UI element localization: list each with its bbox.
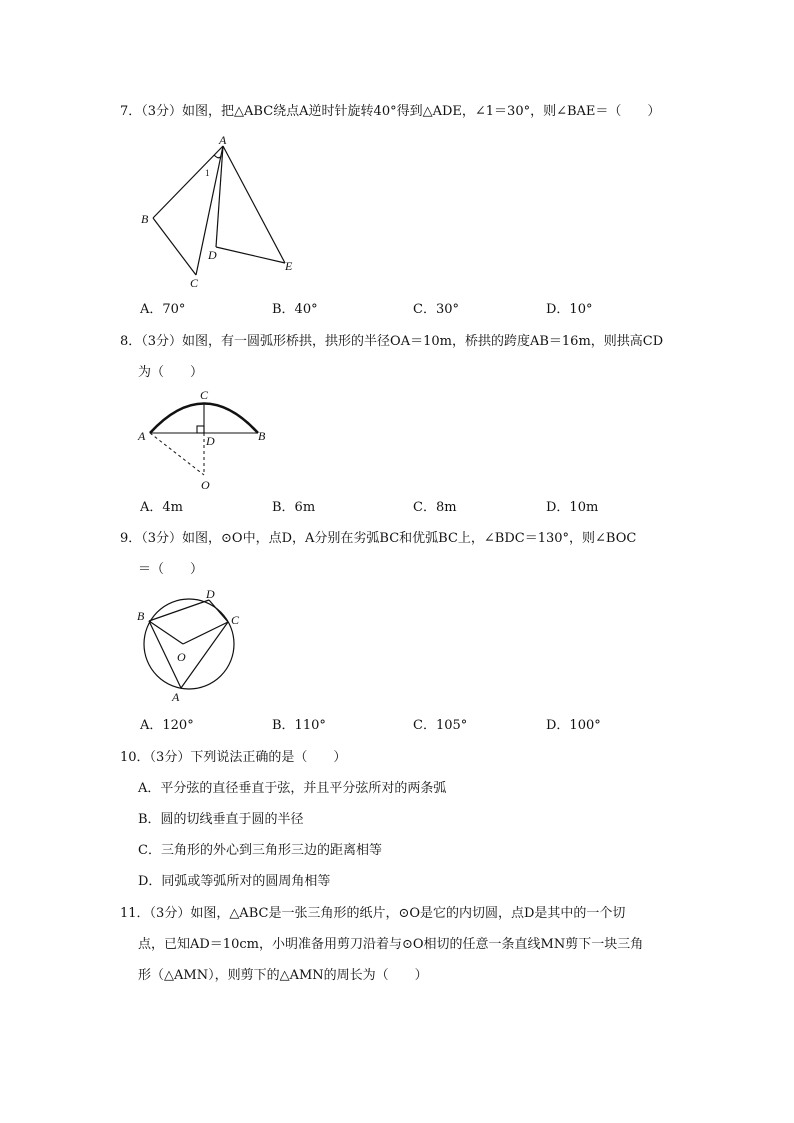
- q11-stem-line-2: 点，已知AD＝10cm，小明准备用剪刀沿着与⊙O相切的任意一条直线MN剪下一块三角: [138, 937, 644, 952]
- q7-figure: [130, 130, 310, 290]
- q8-label-d: D: [206, 434, 215, 448]
- q8-label-o: O: [201, 478, 210, 492]
- q8-option-a[interactable]: A．4m: [140, 500, 183, 515]
- q7-label-d: D: [208, 248, 217, 262]
- q7-label-c: C: [190, 276, 199, 290]
- q7-label-b: B: [141, 212, 149, 226]
- q9-label-b: B: [137, 609, 145, 623]
- q9-label-a: A: [172, 690, 180, 704]
- q9-option-a[interactable]: A．120°: [140, 718, 194, 733]
- q8-label-a: A: [138, 429, 146, 443]
- q9-segment-oc: [183, 622, 228, 644]
- q7-segment-ae: [223, 146, 285, 263]
- q9-option-d[interactable]: D．100°: [546, 718, 601, 733]
- q7-label-angle-1: 1: [205, 168, 210, 178]
- q9-stem-line-1: 9．（3分）如图，⊙O中，点D，A分别在劣弧BC和优弧BC上，∠BDC＝130°，则∠BOC: [120, 531, 637, 546]
- q8-stem-line-2: 为（ ）: [138, 365, 204, 380]
- q7-option-c[interactable]: C．30°: [413, 302, 459, 317]
- q9-label-d: D: [206, 587, 215, 601]
- q7-option-a[interactable]: A．70°: [140, 302, 186, 317]
- q8-label-c: C: [200, 388, 209, 402]
- q10-stem: 10．（3分）下列说法正确的是（ ）: [120, 750, 347, 765]
- q7-segment-de: [216, 247, 285, 263]
- q7-segment-bc: [153, 218, 196, 275]
- q7-stem: 7．（3分）如图，把△ABC绕点A逆时针旋转40°得到△ADE，∠1＝30°，则∠BAE＝（ ）: [120, 104, 661, 119]
- q10-option-b[interactable]: B．圆的切线垂直于圆的半径: [138, 812, 304, 827]
- q8-option-c[interactable]: C．8m: [413, 500, 457, 515]
- q9-stem-line-2: ＝（ ）: [138, 562, 204, 577]
- q8-segment-oa-dashed: [150, 433, 204, 475]
- q8-option-b[interactable]: B．6m: [272, 500, 316, 515]
- q8-stem-line-1: 8．（3分）如图，有一圆弧形桥拱，拱形的半径OA＝10m，桥拱的跨度AB＝16m，则拱高CD: [120, 334, 664, 349]
- q9-label-o: O: [177, 650, 186, 664]
- q8-figure: [130, 385, 280, 495]
- q9-segment-dc: [209, 600, 228, 622]
- q10-option-a[interactable]: A．平分弦的直径垂直于弦，并且平分弦所对的两条弧: [138, 781, 447, 796]
- q10-option-d[interactable]: D．同弧或等弧所对的圆周角相等: [138, 874, 331, 889]
- q10-option-c[interactable]: C．三角形的外心到三角形三边的距离相等: [138, 843, 382, 858]
- q9-option-c[interactable]: C．105°: [413, 718, 468, 733]
- q7-segment-ab: [153, 146, 223, 218]
- q11-stem-line-3: 形（△AMN），则剪下的△AMN的周长为（ ）: [138, 968, 428, 983]
- q9-option-b[interactable]: B．110°: [272, 718, 326, 733]
- q9-segment-ac: [181, 622, 228, 688]
- q7-label-e: E: [285, 259, 293, 273]
- q8-option-d[interactable]: D．10m: [546, 500, 599, 515]
- q9-figure: [130, 585, 250, 705]
- q8-right-angle-mark: [197, 426, 204, 433]
- q8-label-b: B: [258, 429, 266, 443]
- q9-label-c: C: [231, 613, 240, 627]
- q11-stem-line-1: 11．（3分）如图，△ABC是一张三角形的纸片，⊙O是它的内切圆，点D是其中的一个切: [120, 906, 626, 921]
- q7-option-b[interactable]: B．40°: [272, 302, 318, 317]
- q7-label-a: A: [219, 133, 227, 147]
- q9-segment-bd: [149, 600, 209, 621]
- q7-angle-1-arc: [214, 155, 221, 158]
- q7-option-d[interactable]: D．10°: [546, 302, 593, 317]
